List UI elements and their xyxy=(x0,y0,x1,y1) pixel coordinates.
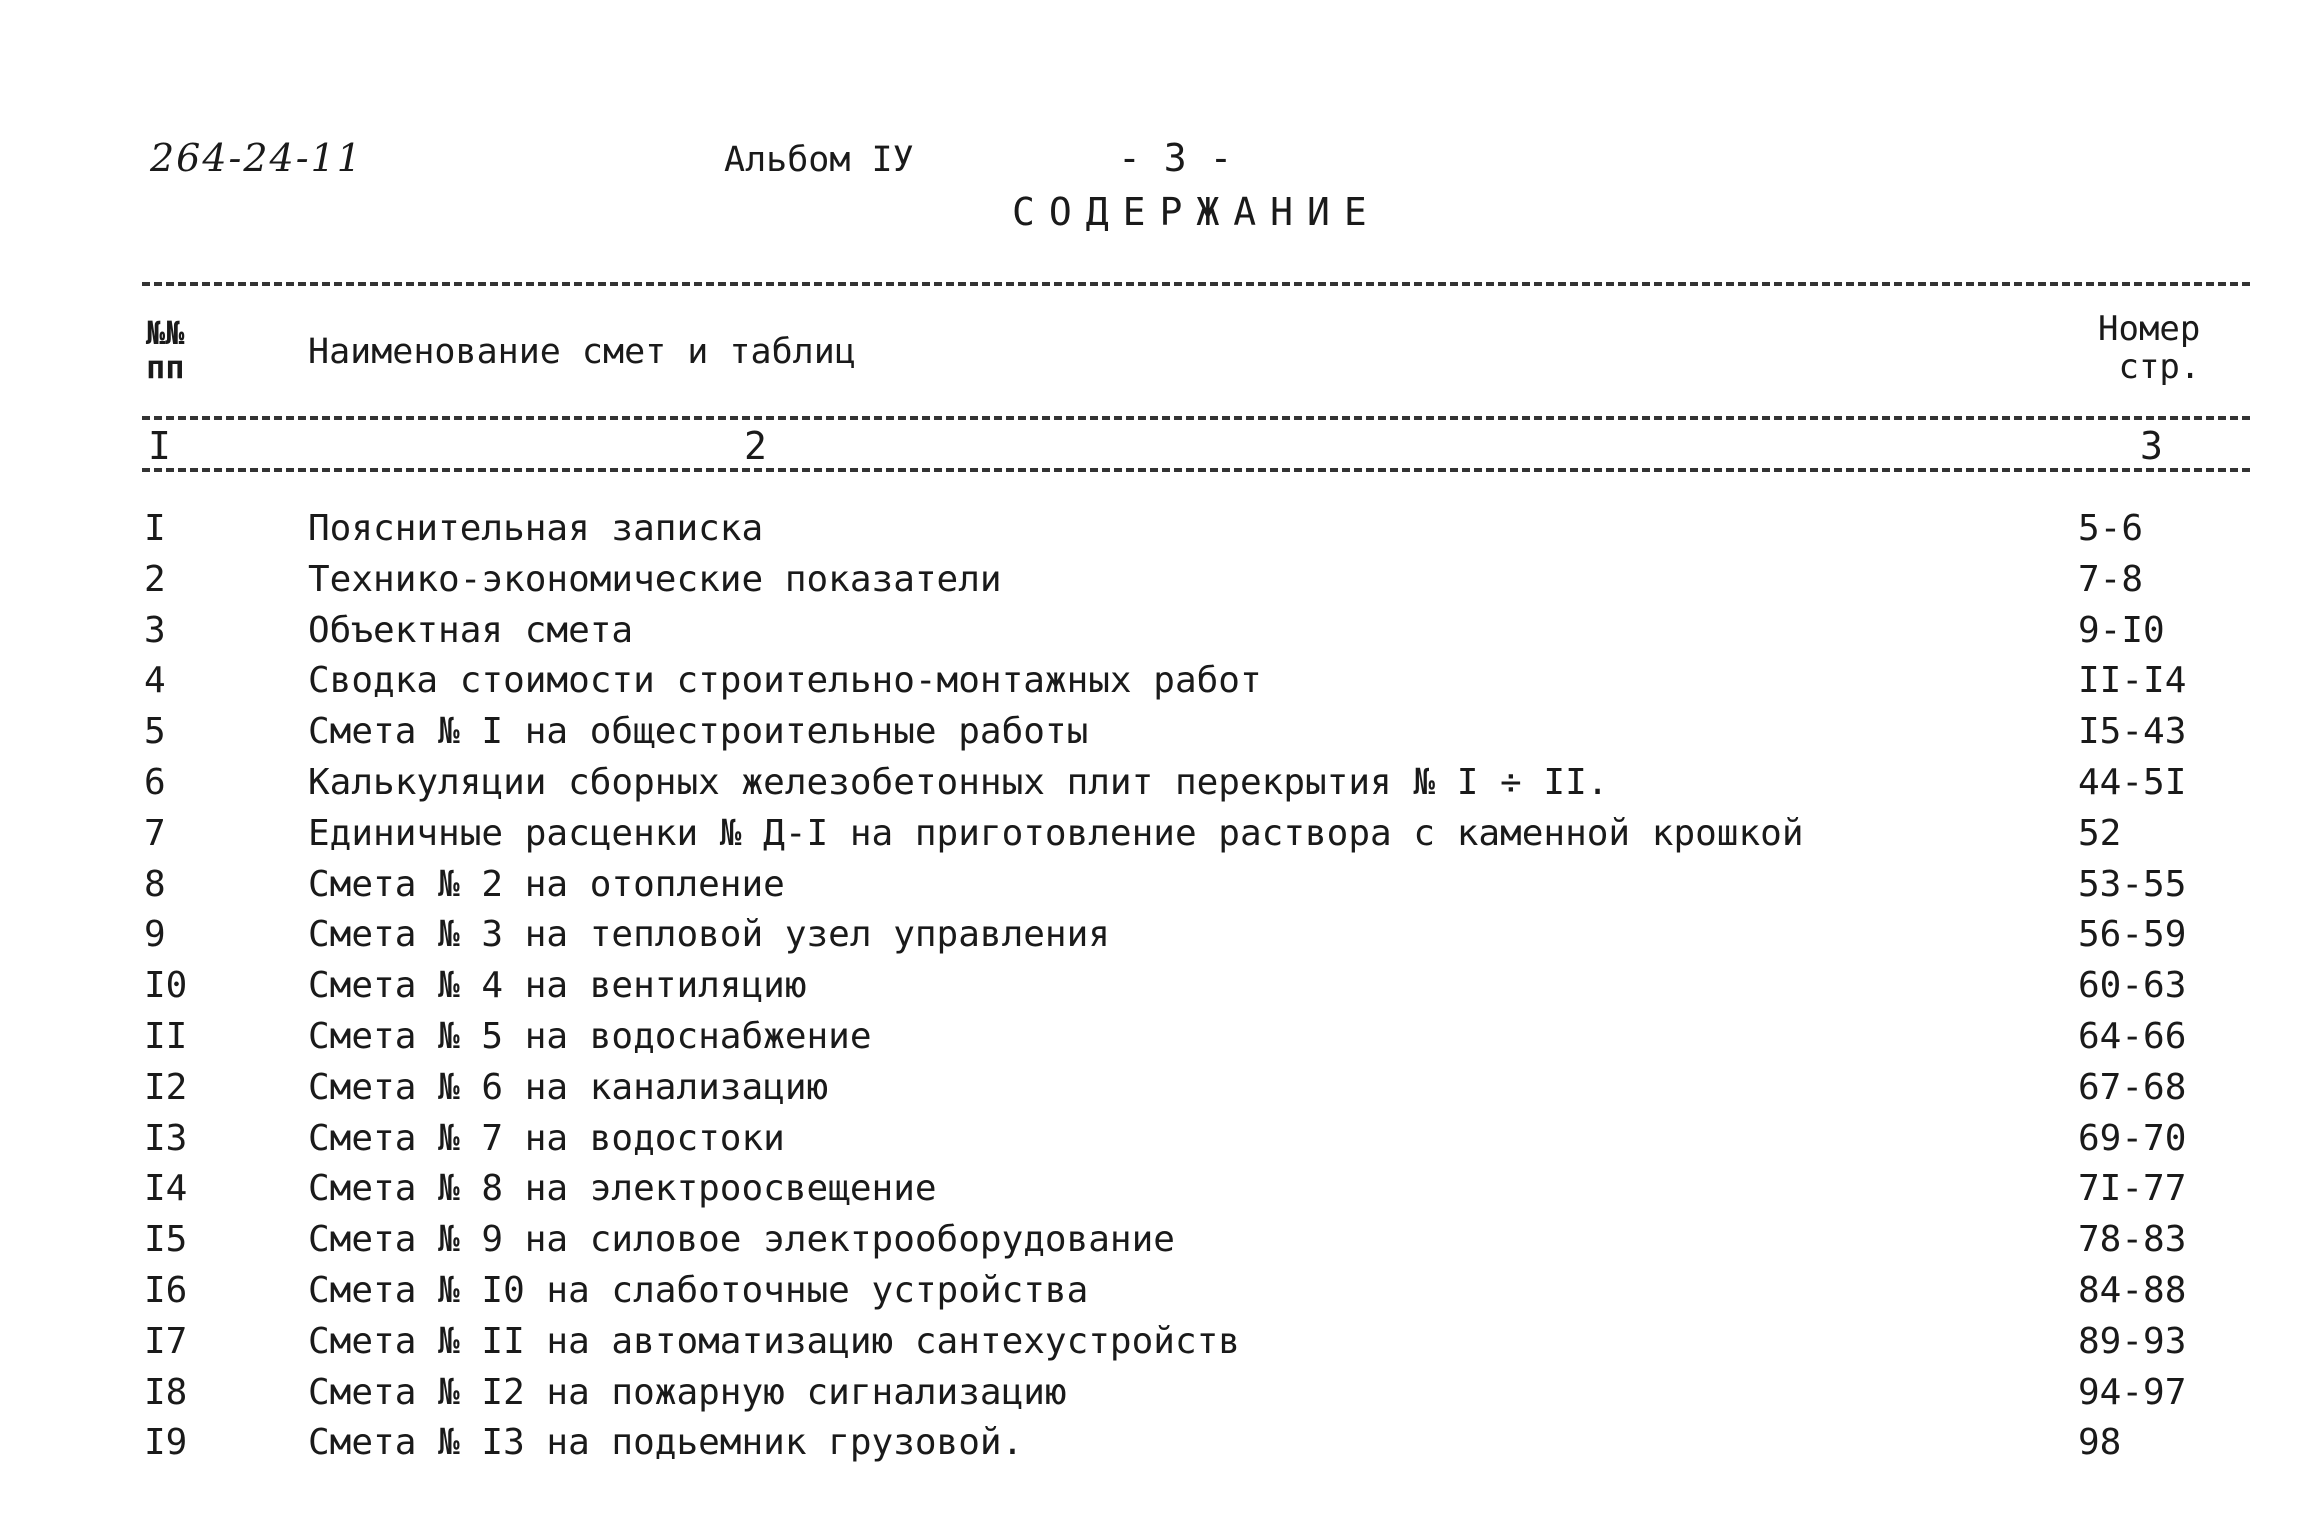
column-header-name: Наименование смет и таблиц xyxy=(308,332,856,372)
row-pages: 78-83 xyxy=(2078,1219,2187,1261)
row-pages: 89-93 xyxy=(2078,1320,2187,1362)
row-title: Пояснительная записка xyxy=(308,508,764,549)
row-number: 7 xyxy=(144,812,166,854)
row-title: Смета № I3 на подьемник грузовой. xyxy=(308,1422,1024,1464)
row-number: 5 xyxy=(144,711,166,753)
table-row xyxy=(0,1321,2316,1372)
row-pages: 64-66 xyxy=(2078,1015,2187,1057)
table-row xyxy=(0,1219,2316,1270)
row-title: Калькуляции сборных железобетонных плит перекрытия № I ÷ II. xyxy=(308,761,1609,803)
row-number: 8 xyxy=(144,863,166,905)
row-title: Смета № II на автоматизацию сантехустройств xyxy=(308,1320,1240,1362)
row-title: Сводка стоимости строительно-монтажных работ xyxy=(308,660,1262,702)
row-number: I4 xyxy=(144,1168,188,1210)
row-number: 9 xyxy=(144,914,166,956)
row-title: Смета № 7 на водостоки xyxy=(308,1117,785,1159)
row-pages: 5-6 xyxy=(2078,508,2144,549)
row-number: 2 xyxy=(144,558,166,600)
row-number: 3 xyxy=(144,609,166,651)
contents-list xyxy=(0,508,2316,1473)
row-pages: 53-55 xyxy=(2078,863,2187,905)
row-title: Единичные расценки № Д-I на приготовление раствора с каменной крошкой xyxy=(308,812,1804,854)
table-row xyxy=(0,762,2316,813)
column-number-2: 2 xyxy=(744,424,767,468)
table-row xyxy=(0,1118,2316,1169)
divider-top xyxy=(142,282,2250,286)
column-header-number: №№ пп xyxy=(146,314,185,386)
row-pages: 56-59 xyxy=(2078,914,2187,956)
row-number: I8 xyxy=(144,1371,188,1413)
row-pages: 44-5I xyxy=(2078,761,2187,803)
divider-column-numbers xyxy=(142,468,2250,472)
row-title: Смета № 6 на канализацию xyxy=(308,1066,829,1108)
table-row xyxy=(0,1016,2316,1067)
page-number: - 3 - xyxy=(1118,136,1233,180)
row-title: Смета № I на общестроительные работы xyxy=(308,711,1089,753)
table-row xyxy=(0,508,2316,559)
table-row xyxy=(0,1067,2316,1118)
row-number: I7 xyxy=(144,1320,188,1362)
table-row xyxy=(0,864,2316,915)
row-pages: 60-63 xyxy=(2078,965,2187,1007)
album-label: Альбом IУ xyxy=(724,140,914,180)
row-pages: II-I4 xyxy=(2078,660,2187,702)
page-title: СОДЕРЖАНИЕ xyxy=(1012,190,1381,234)
row-title: Смета № 4 на вентиляцию xyxy=(308,965,807,1007)
row-pages: 52 xyxy=(2078,812,2122,854)
row-title: Смета № I2 на пожарную сигнализацию xyxy=(308,1371,1067,1413)
row-pages: 98 xyxy=(2078,1422,2122,1464)
row-title: Объектная смета xyxy=(308,609,634,651)
table-row xyxy=(0,1168,2316,1219)
row-title: Смета № 2 на отопление xyxy=(308,863,785,905)
table-row xyxy=(0,965,2316,1016)
row-number: 6 xyxy=(144,761,166,803)
table-row xyxy=(0,559,2316,610)
row-number: 4 xyxy=(144,660,166,702)
table-row xyxy=(0,1270,2316,1321)
table-row xyxy=(0,711,2316,762)
table-row xyxy=(0,914,2316,965)
row-number: I5 xyxy=(144,1219,188,1261)
column-header-page: Номер стр. xyxy=(2098,309,2201,387)
column-number-3: 3 xyxy=(2140,424,2163,468)
table-row xyxy=(0,813,2316,864)
row-number: I3 xyxy=(144,1117,188,1159)
row-pages: 7I-77 xyxy=(2078,1168,2187,1210)
row-number: I9 xyxy=(144,1422,188,1464)
row-pages: I5-43 xyxy=(2078,711,2187,753)
row-pages: 69-70 xyxy=(2078,1117,2187,1159)
row-number: I xyxy=(144,508,166,549)
row-number: I0 xyxy=(144,965,188,1007)
row-title: Смета № 9 на силовое электрооборудование xyxy=(308,1219,1175,1261)
row-number: I6 xyxy=(144,1269,188,1311)
document-code: 264-24-11 xyxy=(150,136,363,180)
row-title: Смета № I0 на слаботочные устройства xyxy=(308,1269,1089,1311)
divider-header xyxy=(142,416,2250,420)
row-title: Смета № 8 на электроосвещение xyxy=(308,1168,937,1210)
row-pages: 67-68 xyxy=(2078,1066,2187,1108)
row-title: Смета № 5 на водоснабжение xyxy=(308,1015,872,1057)
row-number: II xyxy=(144,1015,188,1057)
row-pages: 7-8 xyxy=(2078,558,2144,600)
table-row xyxy=(0,610,2316,661)
column-number-1: I xyxy=(148,424,171,468)
table-row xyxy=(0,1422,2316,1473)
row-pages: 9-I0 xyxy=(2078,609,2165,651)
row-pages: 94-97 xyxy=(2078,1371,2187,1413)
table-row xyxy=(0,660,2316,711)
row-title: Смета № 3 на тепловой узел управления xyxy=(308,914,1110,956)
row-title: Технико-экономические показатели xyxy=(308,558,1002,600)
table-row xyxy=(0,1372,2316,1423)
row-pages: 84-88 xyxy=(2078,1269,2187,1311)
row-number: I2 xyxy=(144,1066,188,1108)
